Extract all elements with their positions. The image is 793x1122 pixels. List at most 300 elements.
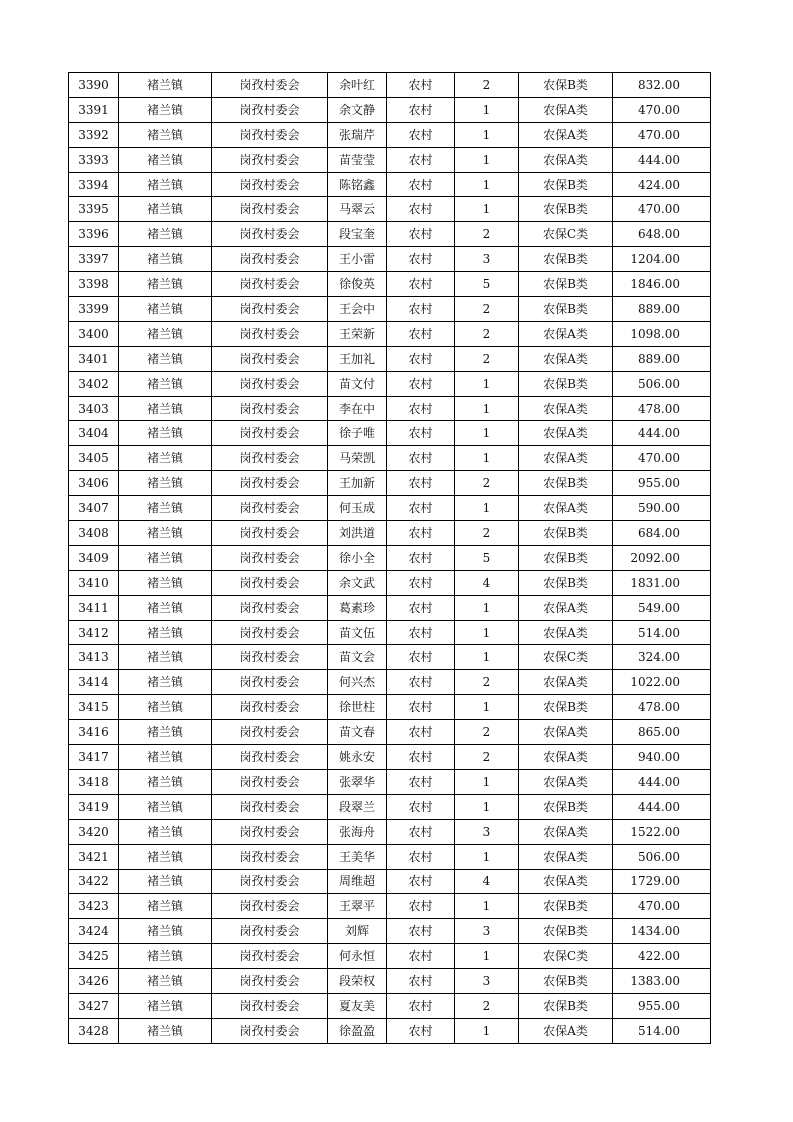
cell-town: 褚兰镇 [119, 421, 212, 446]
table-row [69, 122, 711, 147]
cell-serial-number: 3395 [69, 197, 119, 222]
cell-name: 苗文付 [328, 371, 387, 396]
table-row [69, 670, 711, 695]
cell-household-count: 4 [455, 869, 519, 894]
cell-name: 苗文春 [328, 720, 387, 745]
table-row [69, 272, 711, 297]
cell-insurance-category: 农保B类 [519, 570, 613, 595]
cell-town: 褚兰镇 [119, 620, 212, 645]
cell-amount: 1434.00 [613, 919, 711, 944]
cell-village-committee: 岗孜村委会 [212, 620, 328, 645]
cell-village-committee: 岗孜村委会 [212, 869, 328, 894]
cell-name: 段荣权 [328, 969, 387, 994]
cell-name: 段翠兰 [328, 794, 387, 819]
cell-insurance-category: 农保B类 [519, 371, 613, 396]
cell-name: 王加礼 [328, 346, 387, 371]
cell-name: 刘洪道 [328, 521, 387, 546]
cell-insurance-category: 农保A类 [519, 396, 613, 421]
cell-town: 褚兰镇 [119, 197, 212, 222]
cell-name: 陈铭鑫 [328, 172, 387, 197]
table-row [69, 396, 711, 421]
cell-name: 苗莹莹 [328, 147, 387, 172]
cell-household-count: 1 [455, 371, 519, 396]
table-row [69, 894, 711, 919]
cell-serial-number: 3425 [69, 944, 119, 969]
cell-amount: 1098.00 [613, 321, 711, 346]
cell-village-committee: 岗孜村委会 [212, 769, 328, 794]
cell-serial-number: 3410 [69, 570, 119, 595]
cell-area-type: 农村 [387, 993, 455, 1018]
cell-amount: 470.00 [613, 122, 711, 147]
cell-household-count: 1 [455, 147, 519, 172]
cell-town: 褚兰镇 [119, 471, 212, 496]
cell-household-count: 5 [455, 545, 519, 570]
cell-area-type: 农村 [387, 894, 455, 919]
cell-town: 褚兰镇 [119, 396, 212, 421]
cell-name: 马荣凯 [328, 446, 387, 471]
cell-household-count: 1 [455, 446, 519, 471]
cell-insurance-category: 农保B类 [519, 172, 613, 197]
cell-town: 褚兰镇 [119, 720, 212, 745]
cell-village-committee: 岗孜村委会 [212, 645, 328, 670]
cell-amount: 955.00 [613, 471, 711, 496]
cell-area-type: 农村 [387, 172, 455, 197]
cell-household-count: 1 [455, 944, 519, 969]
cell-insurance-category: 农保A类 [519, 595, 613, 620]
cell-serial-number: 3413 [69, 645, 119, 670]
cell-household-count: 2 [455, 720, 519, 745]
cell-name: 刘辉 [328, 919, 387, 944]
cell-town: 褚兰镇 [119, 869, 212, 894]
cell-name: 张海舟 [328, 819, 387, 844]
cell-serial-number: 3397 [69, 247, 119, 272]
cell-village-committee: 岗孜村委会 [212, 794, 328, 819]
table-row [69, 421, 711, 446]
cell-household-count: 3 [455, 247, 519, 272]
cell-area-type: 农村 [387, 919, 455, 944]
cell-serial-number: 3424 [69, 919, 119, 944]
cell-town: 褚兰镇 [119, 1018, 212, 1043]
cell-town: 褚兰镇 [119, 670, 212, 695]
cell-name: 余文静 [328, 97, 387, 122]
cell-village-committee: 岗孜村委会 [212, 371, 328, 396]
cell-amount: 506.00 [613, 844, 711, 869]
cell-area-type: 农村 [387, 944, 455, 969]
cell-area-type: 农村 [387, 844, 455, 869]
cell-serial-number: 3401 [69, 346, 119, 371]
cell-village-committee: 岗孜村委会 [212, 894, 328, 919]
cell-town: 褚兰镇 [119, 595, 212, 620]
cell-name: 徐小全 [328, 545, 387, 570]
cell-town: 褚兰镇 [119, 122, 212, 147]
cell-serial-number: 3390 [69, 73, 119, 98]
cell-town: 褚兰镇 [119, 172, 212, 197]
cell-village-committee: 岗孜村委会 [212, 844, 328, 869]
cell-area-type: 农村 [387, 1018, 455, 1043]
table-row [69, 1018, 711, 1043]
table-row [69, 222, 711, 247]
cell-village-committee: 岗孜村委会 [212, 570, 328, 595]
cell-area-type: 农村 [387, 645, 455, 670]
cell-area-type: 农村 [387, 321, 455, 346]
cell-serial-number: 3391 [69, 97, 119, 122]
cell-town: 褚兰镇 [119, 496, 212, 521]
cell-serial-number: 3396 [69, 222, 119, 247]
cell-amount: 470.00 [613, 97, 711, 122]
cell-serial-number: 3393 [69, 147, 119, 172]
cell-amount: 506.00 [613, 371, 711, 396]
cell-household-count: 1 [455, 197, 519, 222]
cell-area-type: 农村 [387, 97, 455, 122]
cell-amount: 1022.00 [613, 670, 711, 695]
cell-village-committee: 岗孜村委会 [212, 97, 328, 122]
table-row [69, 745, 711, 770]
cell-area-type: 农村 [387, 371, 455, 396]
cell-insurance-category: 农保C类 [519, 645, 613, 670]
cell-amount: 832.00 [613, 73, 711, 98]
cell-insurance-category: 农保A类 [519, 1018, 613, 1043]
cell-insurance-category: 农保A类 [519, 496, 613, 521]
table-row [69, 545, 711, 570]
cell-area-type: 农村 [387, 695, 455, 720]
cell-amount: 940.00 [613, 745, 711, 770]
cell-insurance-category: 农保B类 [519, 272, 613, 297]
cell-village-committee: 岗孜村委会 [212, 396, 328, 421]
cell-household-count: 2 [455, 993, 519, 1018]
cell-area-type: 农村 [387, 819, 455, 844]
table-row [69, 819, 711, 844]
cell-household-count: 1 [455, 496, 519, 521]
cell-town: 褚兰镇 [119, 73, 212, 98]
table-row [69, 521, 711, 546]
data-table [68, 72, 711, 1044]
cell-amount: 478.00 [613, 695, 711, 720]
cell-area-type: 农村 [387, 346, 455, 371]
cell-insurance-category: 农保A类 [519, 670, 613, 695]
cell-household-count: 1 [455, 844, 519, 869]
cell-town: 褚兰镇 [119, 147, 212, 172]
cell-household-count: 3 [455, 919, 519, 944]
cell-serial-number: 3408 [69, 521, 119, 546]
table-row [69, 197, 711, 222]
cell-village-committee: 岗孜村委会 [212, 496, 328, 521]
cell-name: 徐子唯 [328, 421, 387, 446]
cell-amount: 514.00 [613, 620, 711, 645]
table-row [69, 720, 711, 745]
cell-town: 褚兰镇 [119, 745, 212, 770]
cell-amount: 1846.00 [613, 272, 711, 297]
cell-area-type: 农村 [387, 222, 455, 247]
cell-insurance-category: 农保C类 [519, 222, 613, 247]
cell-household-count: 1 [455, 97, 519, 122]
cell-insurance-category: 农保B类 [519, 894, 613, 919]
cell-name: 周维超 [328, 869, 387, 894]
table-row [69, 695, 711, 720]
table-row [69, 97, 711, 122]
cell-village-committee: 岗孜村委会 [212, 272, 328, 297]
cell-insurance-category: 农保A类 [519, 122, 613, 147]
cell-insurance-category: 农保A类 [519, 869, 613, 894]
cell-insurance-category: 农保B类 [519, 969, 613, 994]
cell-town: 褚兰镇 [119, 919, 212, 944]
table-row [69, 471, 711, 496]
cell-household-count: 1 [455, 122, 519, 147]
cell-town: 褚兰镇 [119, 272, 212, 297]
cell-serial-number: 3394 [69, 172, 119, 197]
cell-name: 徐世柱 [328, 695, 387, 720]
cell-area-type: 农村 [387, 769, 455, 794]
cell-area-type: 农村 [387, 446, 455, 471]
cell-name: 余叶红 [328, 73, 387, 98]
cell-area-type: 农村 [387, 620, 455, 645]
cell-area-type: 农村 [387, 969, 455, 994]
cell-amount: 648.00 [613, 222, 711, 247]
cell-insurance-category: 农保B类 [519, 794, 613, 819]
cell-amount: 478.00 [613, 396, 711, 421]
cell-amount: 514.00 [613, 1018, 711, 1043]
cell-serial-number: 3419 [69, 794, 119, 819]
cell-amount: 889.00 [613, 346, 711, 371]
cell-town: 褚兰镇 [119, 894, 212, 919]
cell-area-type: 农村 [387, 720, 455, 745]
cell-insurance-category: 农保B类 [519, 993, 613, 1018]
cell-name: 姚永安 [328, 745, 387, 770]
cell-area-type: 农村 [387, 570, 455, 595]
cell-town: 褚兰镇 [119, 993, 212, 1018]
cell-name: 何兴杰 [328, 670, 387, 695]
cell-village-committee: 岗孜村委会 [212, 944, 328, 969]
cell-household-count: 5 [455, 272, 519, 297]
cell-area-type: 农村 [387, 247, 455, 272]
cell-area-type: 农村 [387, 197, 455, 222]
cell-household-count: 2 [455, 222, 519, 247]
cell-village-committee: 岗孜村委会 [212, 745, 328, 770]
cell-amount: 1831.00 [613, 570, 711, 595]
cell-insurance-category: 农保A类 [519, 819, 613, 844]
cell-serial-number: 3420 [69, 819, 119, 844]
cell-village-committee: 岗孜村委会 [212, 73, 328, 98]
cell-town: 褚兰镇 [119, 521, 212, 546]
cell-amount: 1522.00 [613, 819, 711, 844]
cell-insurance-category: 农保B类 [519, 73, 613, 98]
cell-insurance-category: 农保B类 [519, 521, 613, 546]
cell-insurance-category: 农保A类 [519, 97, 613, 122]
cell-insurance-category: 农保C类 [519, 944, 613, 969]
cell-town: 褚兰镇 [119, 371, 212, 396]
cell-amount: 549.00 [613, 595, 711, 620]
cell-village-committee: 岗孜村委会 [212, 969, 328, 994]
cell-serial-number: 3427 [69, 993, 119, 1018]
cell-household-count: 1 [455, 769, 519, 794]
cell-amount: 2092.00 [613, 545, 711, 570]
cell-serial-number: 3407 [69, 496, 119, 521]
cell-serial-number: 3403 [69, 396, 119, 421]
cell-amount: 422.00 [613, 944, 711, 969]
cell-town: 褚兰镇 [119, 769, 212, 794]
cell-household-count: 2 [455, 73, 519, 98]
cell-village-committee: 岗孜村委会 [212, 122, 328, 147]
cell-insurance-category: 农保A类 [519, 147, 613, 172]
cell-village-committee: 岗孜村委会 [212, 346, 328, 371]
cell-name: 何玉成 [328, 496, 387, 521]
cell-insurance-category: 农保A类 [519, 745, 613, 770]
cell-serial-number: 3428 [69, 1018, 119, 1043]
cell-serial-number: 3418 [69, 769, 119, 794]
cell-village-committee: 岗孜村委会 [212, 695, 328, 720]
cell-area-type: 农村 [387, 869, 455, 894]
cell-amount: 324.00 [613, 645, 711, 670]
cell-area-type: 农村 [387, 272, 455, 297]
cell-insurance-category: 农保A类 [519, 346, 613, 371]
table-row [69, 570, 711, 595]
cell-village-committee: 岗孜村委会 [212, 819, 328, 844]
cell-town: 褚兰镇 [119, 247, 212, 272]
cell-household-count: 1 [455, 421, 519, 446]
cell-insurance-category: 农保B类 [519, 197, 613, 222]
cell-name: 何永恒 [328, 944, 387, 969]
cell-area-type: 农村 [387, 745, 455, 770]
cell-amount: 889.00 [613, 297, 711, 322]
cell-name: 王小雷 [328, 247, 387, 272]
cell-area-type: 农村 [387, 122, 455, 147]
cell-household-count: 2 [455, 745, 519, 770]
cell-household-count: 2 [455, 346, 519, 371]
cell-amount: 424.00 [613, 172, 711, 197]
table-row [69, 844, 711, 869]
cell-town: 褚兰镇 [119, 222, 212, 247]
table-row [69, 297, 711, 322]
table-row [69, 944, 711, 969]
cell-household-count: 1 [455, 794, 519, 819]
cell-town: 褚兰镇 [119, 346, 212, 371]
cell-household-count: 2 [455, 471, 519, 496]
cell-town: 褚兰镇 [119, 545, 212, 570]
cell-serial-number: 3415 [69, 695, 119, 720]
cell-area-type: 农村 [387, 496, 455, 521]
cell-insurance-category: 农保A类 [519, 620, 613, 645]
cell-village-committee: 岗孜村委会 [212, 446, 328, 471]
cell-household-count: 1 [455, 595, 519, 620]
cell-amount: 444.00 [613, 421, 711, 446]
cell-name: 夏友美 [328, 993, 387, 1018]
cell-insurance-category: 农保B类 [519, 695, 613, 720]
cell-household-count: 2 [455, 521, 519, 546]
table-row [69, 371, 711, 396]
cell-serial-number: 3412 [69, 620, 119, 645]
cell-household-count: 2 [455, 321, 519, 346]
table-row [69, 969, 711, 994]
table-row [69, 620, 711, 645]
cell-insurance-category: 农保B类 [519, 247, 613, 272]
cell-town: 褚兰镇 [119, 969, 212, 994]
cell-insurance-category: 农保A类 [519, 844, 613, 869]
table-row [69, 346, 711, 371]
cell-name: 张瑞芹 [328, 122, 387, 147]
cell-name: 马翠云 [328, 197, 387, 222]
cell-town: 褚兰镇 [119, 819, 212, 844]
cell-household-count: 1 [455, 172, 519, 197]
cell-area-type: 农村 [387, 471, 455, 496]
cell-area-type: 农村 [387, 73, 455, 98]
cell-household-count: 1 [455, 695, 519, 720]
cell-amount: 444.00 [613, 147, 711, 172]
table-body [69, 73, 711, 1044]
cell-name: 苗文会 [328, 645, 387, 670]
cell-serial-number: 3421 [69, 844, 119, 869]
cell-village-committee: 岗孜村委会 [212, 595, 328, 620]
cell-name: 张翠华 [328, 769, 387, 794]
cell-town: 褚兰镇 [119, 794, 212, 819]
cell-town: 褚兰镇 [119, 97, 212, 122]
cell-amount: 684.00 [613, 521, 711, 546]
cell-name: 王加新 [328, 471, 387, 496]
cell-household-count: 2 [455, 670, 519, 695]
cell-serial-number: 3392 [69, 122, 119, 147]
cell-name: 葛素珍 [328, 595, 387, 620]
cell-household-count: 3 [455, 819, 519, 844]
cell-village-committee: 岗孜村委会 [212, 247, 328, 272]
cell-village-committee: 岗孜村委会 [212, 993, 328, 1018]
cell-serial-number: 3399 [69, 297, 119, 322]
cell-amount: 470.00 [613, 894, 711, 919]
cell-town: 褚兰镇 [119, 844, 212, 869]
cell-amount: 590.00 [613, 496, 711, 521]
cell-insurance-category: 农保B类 [519, 471, 613, 496]
table-row [69, 172, 711, 197]
table-row [69, 919, 711, 944]
cell-insurance-category: 农保A类 [519, 769, 613, 794]
cell-name: 徐盈盈 [328, 1018, 387, 1043]
cell-name: 王翠平 [328, 894, 387, 919]
cell-household-count: 4 [455, 570, 519, 595]
cell-name: 李在中 [328, 396, 387, 421]
cell-village-committee: 岗孜村委会 [212, 919, 328, 944]
cell-town: 褚兰镇 [119, 944, 212, 969]
cell-serial-number: 3422 [69, 869, 119, 894]
cell-household-count: 2 [455, 297, 519, 322]
cell-name: 徐俊英 [328, 272, 387, 297]
cell-name: 王荣新 [328, 321, 387, 346]
table-row [69, 446, 711, 471]
cell-serial-number: 3411 [69, 595, 119, 620]
table-row [69, 595, 711, 620]
cell-village-committee: 岗孜村委会 [212, 670, 328, 695]
cell-village-committee: 岗孜村委会 [212, 297, 328, 322]
cell-town: 褚兰镇 [119, 570, 212, 595]
cell-name: 王会中 [328, 297, 387, 322]
cell-village-committee: 岗孜村委会 [212, 421, 328, 446]
cell-area-type: 农村 [387, 396, 455, 421]
cell-name: 余文武 [328, 570, 387, 595]
cell-serial-number: 3414 [69, 670, 119, 695]
cell-village-committee: 岗孜村委会 [212, 521, 328, 546]
cell-amount: 1204.00 [613, 247, 711, 272]
cell-household-count: 3 [455, 969, 519, 994]
table-row [69, 769, 711, 794]
cell-serial-number: 3416 [69, 720, 119, 745]
cell-amount: 470.00 [613, 197, 711, 222]
cell-serial-number: 3406 [69, 471, 119, 496]
table-row [69, 869, 711, 894]
cell-name: 段宝奎 [328, 222, 387, 247]
cell-serial-number: 3405 [69, 446, 119, 471]
cell-village-committee: 岗孜村委会 [212, 147, 328, 172]
cell-town: 褚兰镇 [119, 695, 212, 720]
table-row [69, 794, 711, 819]
cell-village-committee: 岗孜村委会 [212, 222, 328, 247]
cell-serial-number: 3409 [69, 545, 119, 570]
cell-area-type: 农村 [387, 794, 455, 819]
